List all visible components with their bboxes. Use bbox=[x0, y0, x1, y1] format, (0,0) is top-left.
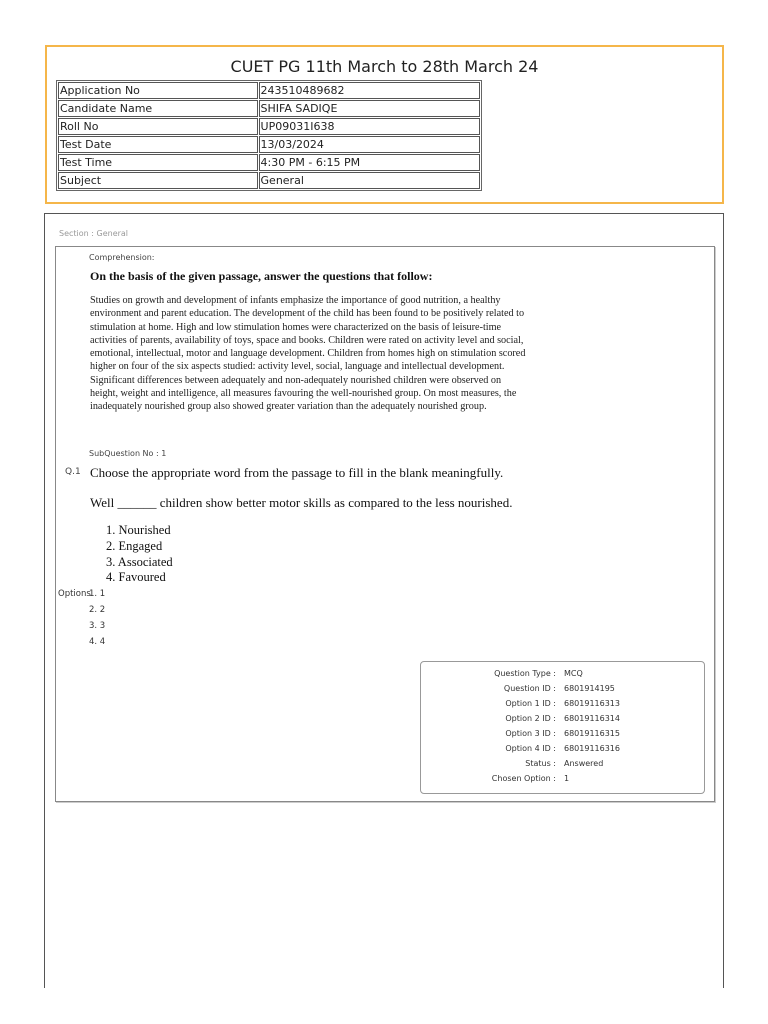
question-text: Choose the appropriate word from the passage to fill in the blank meaningfully. bbox=[90, 465, 504, 480]
application-no-value: 243510489682 bbox=[259, 82, 480, 99]
question-sentence: Well ______ children show better motor skills as compared to the less nourished. bbox=[90, 495, 513, 510]
candidate-name-label: Candidate Name bbox=[58, 100, 258, 117]
options-label: Options bbox=[58, 589, 91, 599]
roll-no-label: Roll No bbox=[58, 118, 258, 135]
subject-value: General bbox=[259, 172, 480, 189]
option-item: 2. 2 bbox=[89, 605, 106, 615]
meta-label: Question Type : bbox=[494, 669, 556, 678]
question-panel bbox=[55, 246, 715, 802]
meta-label: Option 1 ID : bbox=[505, 699, 556, 708]
subquestion-label: SubQuestion No : 1 bbox=[89, 449, 167, 458]
meta-label: Question ID : bbox=[503, 684, 556, 693]
question-number: Q.1 bbox=[65, 467, 81, 477]
meta-label: Status : bbox=[525, 759, 556, 768]
application-no-label: Application No bbox=[58, 82, 258, 99]
meta-label: Option 4 ID : bbox=[505, 744, 556, 753]
meta-value: 1 bbox=[564, 774, 570, 783]
option-item: 3. 3 bbox=[89, 621, 106, 631]
meta-value: 68019116315 bbox=[564, 729, 620, 738]
meta-value: 68019116316 bbox=[564, 744, 620, 753]
answer-choices bbox=[106, 523, 173, 586]
meta-label: Option 3 ID : bbox=[505, 729, 556, 738]
option-item: 1. 1 bbox=[89, 589, 106, 599]
comprehension-directive: On the basis of the given passage, answer the questions that follow: bbox=[90, 269, 433, 283]
exam-title: CUET PG 11th March to 28th March 24 bbox=[230, 57, 539, 76]
meta-row bbox=[421, 729, 704, 741]
meta-value: 68019116314 bbox=[564, 714, 620, 723]
comprehension-passage: Studies on growth and development of infants emphasize the importance of good nutrition, a healthy environment and parent education. The development of the child has been found to be positively related to stimulation at home. High and low stimulation homes were characterized on the basis of leisure-time activities of parents, availability of toys, space and books. Children were rated on activity level and social, emotional, intellectual, motor and language development. Children from homes high on stimulation scored higher on four of the six aspects studied: activity level, social, language and intellectual development. Significant differences between adequately and non-adequately nourished children were observed on height, weight and intelligence, all measures favouring the well-nourished group. On most measures, the inadequately nourished group also showed greater variation than the adequately nourished group. bbox=[90, 295, 526, 413]
question-meta-box bbox=[420, 661, 705, 794]
section-label: Section : General bbox=[59, 229, 129, 238]
candidate-info-box bbox=[45, 45, 724, 204]
list-item: 1. Nourished bbox=[106, 523, 171, 537]
meta-row bbox=[421, 714, 704, 726]
test-time-value: 4:30 PM - 6:15 PM bbox=[259, 154, 480, 171]
meta-value: 68019116313 bbox=[564, 699, 620, 708]
table-row bbox=[58, 118, 480, 135]
subject-label: Subject bbox=[58, 172, 258, 189]
meta-row bbox=[421, 744, 704, 756]
response-sheet bbox=[44, 213, 724, 988]
table-row bbox=[58, 100, 480, 117]
meta-value: MCQ bbox=[564, 669, 583, 678]
candidate-info-table bbox=[56, 80, 482, 191]
meta-row bbox=[421, 759, 704, 771]
meta-value: 6801914195 bbox=[564, 684, 615, 693]
table-row bbox=[58, 172, 480, 189]
test-date-value: 13/03/2024 bbox=[259, 136, 480, 153]
list-item: 3. Associated bbox=[106, 554, 173, 569]
meta-row bbox=[421, 669, 704, 681]
list-item: 4. Favoured bbox=[106, 570, 166, 585]
test-time-label: Test Time bbox=[58, 154, 258, 171]
option-item: 4. 4 bbox=[89, 637, 106, 647]
list-item: 2. Engaged bbox=[106, 538, 163, 553]
meta-row bbox=[421, 774, 704, 786]
meta-value: Answered bbox=[564, 759, 604, 768]
roll-no-value: UP09031I638 bbox=[259, 118, 480, 135]
meta-label: Chosen Option : bbox=[491, 774, 556, 783]
table-row bbox=[58, 82, 480, 99]
comprehension-label: Comprehension: bbox=[89, 253, 155, 262]
table-row bbox=[58, 154, 480, 171]
test-date-label: Test Date bbox=[58, 136, 258, 153]
meta-row bbox=[421, 684, 704, 696]
table-row bbox=[58, 136, 480, 153]
candidate-name-value: SHIFA SADIQE bbox=[259, 100, 480, 117]
meta-label: Option 2 ID : bbox=[505, 714, 556, 723]
meta-row bbox=[421, 699, 704, 711]
